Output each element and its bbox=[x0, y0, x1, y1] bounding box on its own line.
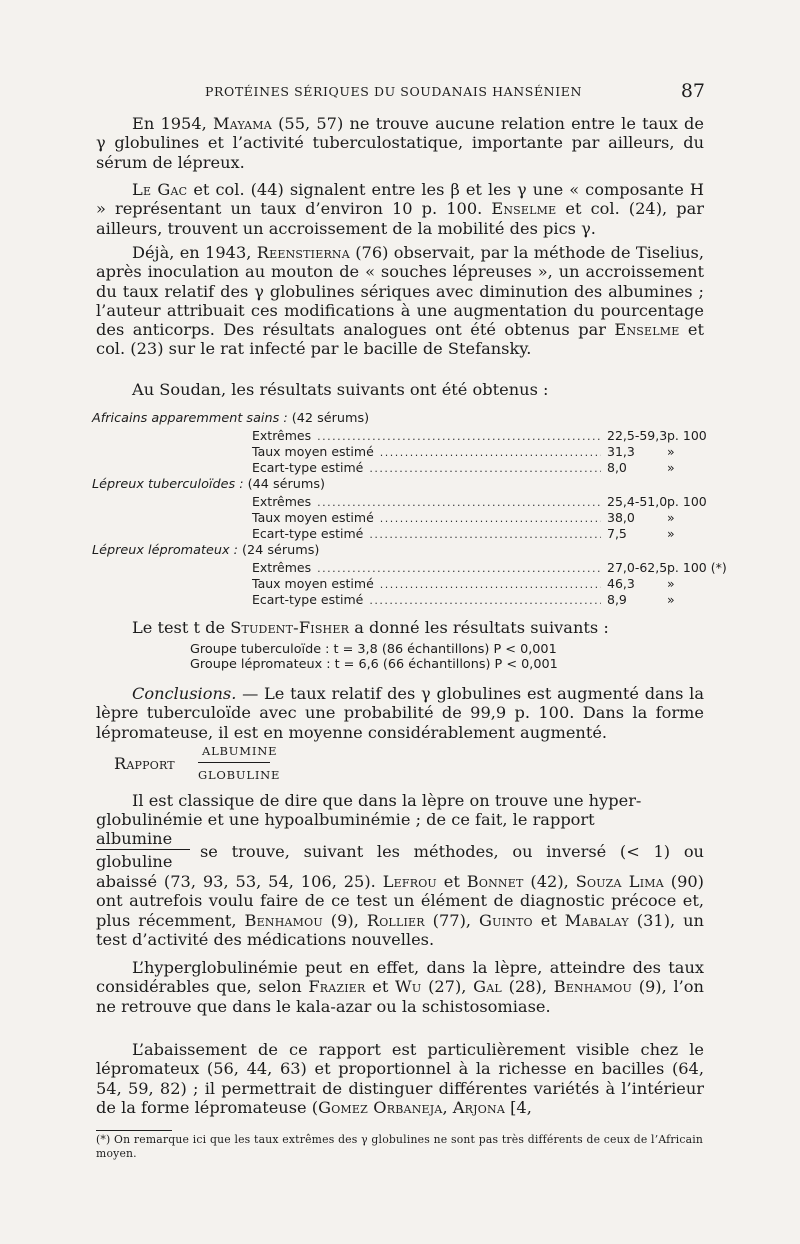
paragraph-reenstierna: Déjà, en 1943, Reenstierna (76) observait, par la méthode de Tiselius, après inoculation au mouton de « souches lépreuses », un accroissement du taux relatif des γ globulines sériques avec diminution des albumines ; l’auteur attribuait ces modifications à une augmentation du pourcentage des anticorps. Des résultats analogues ont été obtenus par Enselme et col. (23) sur le rat infecté par le bacille de Stefansky. bbox=[96, 243, 704, 359]
footnote-rule bbox=[96, 1130, 172, 1131]
stat-row: Extrêmes ..... 22,5-59,3 p. 100 bbox=[252, 428, 707, 444]
stat-row: Taux moyen estimé ..... 31,3 » bbox=[252, 444, 707, 460]
page-header bbox=[205, 80, 705, 104]
inline-fraction-denominator: globuline bbox=[96, 852, 173, 871]
conclusions-heading: Conclusions. bbox=[132, 684, 237, 703]
stat-row: Ecart-type estimé ..... 8,0 » bbox=[252, 460, 707, 476]
paragraph-soudan-intro: Au Soudan, les résultats suivants ont été obtenus : bbox=[132, 380, 549, 399]
author-name: Le Gac bbox=[132, 180, 188, 199]
author-name: Enselme bbox=[491, 199, 557, 219]
running-title: PROTÉINES SÉRIQUES DU SOUDANAIS HANSÉNIEN bbox=[205, 84, 583, 99]
paragraph-classic-continued: abaissé (73, 93, 53, 54, 106, 25). Lefrou et Bonnet (42), Souza Lima (90) ont autrefois voulu faire de ce test un élément de diagnostic précoce et, plus récemment, Benhamou (9), Rollier (77), Guinto et Mabalay (31), un test d’activité des médications nouvelles. bbox=[96, 872, 704, 949]
paragraph-conclusions: Conclusions. — Le taux relatif des γ globulines est augmenté dans la lèpre tuberculoïde avec une probabilité de 99,9 p. 100. Dans la forme lépromateuse, il est en moyenne considérablement augmenté. bbox=[96, 684, 704, 742]
stat-row: Taux moyen estimé ..... 38,0 » bbox=[252, 510, 707, 526]
author-name: Enselme bbox=[614, 320, 680, 340]
page-number: 87 bbox=[680, 80, 705, 102]
stat-row: Ecart-type estimé ..... 7,5 » bbox=[252, 526, 707, 542]
paragraph-classic: Il est classique de dire que dans la lèpre on trouve une hyper- globulinémie et une hypoalbuminémie ; de ce fait, le rapport bbox=[96, 791, 642, 830]
stat-row: Extrêmes ..... 25,4-51,0 p. 100 bbox=[252, 494, 707, 510]
author-name: Mayama bbox=[213, 114, 272, 133]
inline-fraction-numerator: albumine bbox=[96, 829, 173, 848]
fraction-trailing-text: se trouve, suivant les méthodes, ou inversé (< 1) ou bbox=[200, 842, 704, 861]
paragraph-mayama: En 1954, Mayama (55, 57) ne trouve aucune relation entre le taux de γ globulines et l’activité tuberculostatique, importante par ailleurs, du sérum de lépreux. bbox=[96, 114, 704, 172]
ratio-heading bbox=[114, 744, 314, 788]
author-name: Reenstierna bbox=[256, 243, 350, 262]
stat-row: Taux moyen estimé ..... 46,3 » bbox=[252, 576, 707, 592]
paragraph-hyperglobulinemie: L’hyperglobulinémie peut en effet, dans la lèpre, atteindre des taux considérables que, selon Frazier et Wu (27), Gal (28), Benhamou (9), l’on ne retrouve que dans le kala-azar ou la schistosomiase. bbox=[96, 958, 704, 1016]
test-result-row: Groupe tuberculoïde : t = 3,8 (86 échantillons) P < 0,001 bbox=[190, 642, 557, 657]
group-label: Africains apparemment sains : (42 sérums) bbox=[92, 411, 370, 426]
footnote: (*) On remarque ici que les taux extrêmes des γ globulines ne sont pas très différents de ceux de l’Africain moyen. bbox=[96, 1133, 704, 1160]
paragraph-abaissement: L’abaissement de ce rapport est particulièrement visible chez le lépromateux (56, 44, 63) et proportionnel à la richesse en bacilles (64, 54, 59, 82) ; il permettrait de distinguer différentes variétés à l’intérieur de la forme lépromateuse (Gomez Orbaneja, Arjona [4, bbox=[96, 1040, 704, 1117]
group-label: Lépreux tuberculoïdes : (44 sérums) bbox=[92, 477, 325, 492]
test-result-row: Groupe lépromateux : t = 6,6 (66 échantillons) P < 0,001 bbox=[190, 657, 558, 672]
ratio-denominator: GLOBULINE bbox=[198, 768, 281, 782]
fraction-bar bbox=[96, 849, 190, 850]
author-name: Student-Fisher bbox=[230, 618, 350, 637]
group-label: Lépreux lépromateux : (24 sérums) bbox=[92, 543, 320, 558]
stat-row: Ecart-type estimé ..... 8,9 » bbox=[252, 592, 707, 608]
fraction-bar bbox=[198, 762, 270, 763]
paragraph-le-gac: Le Gac et col. (44) signalent entre les β et les γ une « composante H » représentant un taux d’environ 10 p. 100. Enselme et col. (24), par ailleurs, trouvent un accroissement de la mobilité des pics γ. bbox=[96, 180, 705, 238]
ratio-label: Rapport bbox=[114, 754, 175, 773]
ratio-numerator: ALBUMINE bbox=[202, 744, 278, 758]
stat-row: Extrêmes ..... 27,0-62,5 p. 100 (*) bbox=[252, 560, 707, 576]
paragraph-test-intro: Le test t de Student-Fisher a donné les résultats suivants : bbox=[132, 618, 609, 637]
